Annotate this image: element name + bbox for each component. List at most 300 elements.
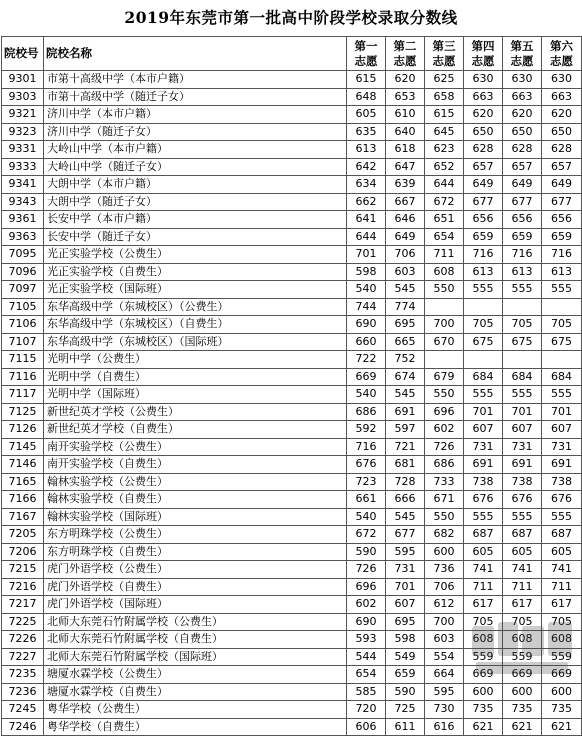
score-choice-5: 555 — [503, 508, 542, 526]
school-name: 新世纪英才学校（公费生） — [44, 403, 347, 421]
school-code: 7225 — [2, 613, 44, 631]
score-choice-4: 656 — [464, 211, 503, 229]
school-name: 大朗中学（随迁子女） — [44, 193, 347, 211]
score-choice-2: 545 — [386, 508, 425, 526]
score-choice-2: 674 — [386, 368, 425, 386]
header-choice-5: 第五 志愿 — [503, 37, 542, 71]
table-row — [2, 193, 582, 211]
score-choice-4: 559 — [464, 648, 503, 666]
score-choice-3: 686 — [425, 456, 464, 474]
score-choice-4: 555 — [464, 508, 503, 526]
score-choice-6: 656 — [542, 211, 582, 229]
score-choice-4: 555 — [464, 386, 503, 404]
score-choice-6: 705 — [542, 613, 582, 631]
score-choice-3: 625 — [425, 71, 464, 89]
score-choice-5: 687 — [503, 526, 542, 544]
score-choice-6: 663 — [542, 88, 582, 106]
school-name: 光正实验学校（公费生） — [44, 246, 347, 264]
score-choice-3: 616 — [425, 718, 464, 736]
score-choice-6: 675 — [542, 333, 582, 351]
score-choice-6: 738 — [542, 473, 582, 491]
school-name: 翰林实验学校（公费生） — [44, 473, 347, 491]
table-row — [2, 386, 582, 404]
score-choice-3: 706 — [425, 578, 464, 596]
score-choice-5: 675 — [503, 333, 542, 351]
score-choice-6: 676 — [542, 491, 582, 509]
score-choice-5: 684 — [503, 368, 542, 386]
score-choice-4: 657 — [464, 158, 503, 176]
score-choice-5: 630 — [503, 71, 542, 89]
score-choice-3: 700 — [425, 613, 464, 631]
score-choice-5: 735 — [503, 701, 542, 719]
school-name: 长安中学（随迁子女） — [44, 228, 347, 246]
score-choice-4: 705 — [464, 613, 503, 631]
score-choice-2: 667 — [386, 193, 425, 211]
score-choice-2: 603 — [386, 263, 425, 281]
school-code: 9361 — [2, 211, 44, 229]
school-code: 7205 — [2, 526, 44, 544]
score-choice-1: 642 — [347, 158, 386, 176]
score-choice-3: 670 — [425, 333, 464, 351]
school-name: 东华高级中学（东城校区）（自费生） — [44, 316, 347, 334]
score-choice-1: 648 — [347, 88, 386, 106]
school-name: 大岭山中学（随迁子女） — [44, 158, 347, 176]
score-choice-4: 711 — [464, 578, 503, 596]
header-name: 院校名称 — [44, 37, 347, 71]
score-choice-6: 628 — [542, 141, 582, 159]
score-choice-5: 628 — [503, 141, 542, 159]
school-code: 7145 — [2, 438, 44, 456]
school-code: 7236 — [2, 683, 44, 701]
score-choice-3: 644 — [425, 176, 464, 194]
school-code: 7165 — [2, 473, 44, 491]
score-choice-5: 621 — [503, 718, 542, 736]
score-choice-3: 711 — [425, 246, 464, 264]
school-name: 东华高级中学（东城校区）（公费生） — [44, 298, 347, 316]
score-choice-6: 613 — [542, 263, 582, 281]
table-row — [2, 403, 582, 421]
score-choice-6: 630 — [542, 71, 582, 89]
score-choice-3: 623 — [425, 141, 464, 159]
score-choice-1: 723 — [347, 473, 386, 491]
score-choice-4: 684 — [464, 368, 503, 386]
score-choice-6: 731 — [542, 438, 582, 456]
score-choice-6: 607 — [542, 421, 582, 439]
score-choice-2: 653 — [386, 88, 425, 106]
school-code: 7167 — [2, 508, 44, 526]
score-choice-5: 711 — [503, 578, 542, 596]
score-choice-1: 669 — [347, 368, 386, 386]
score-choice-1: 654 — [347, 666, 386, 684]
table-row — [2, 648, 582, 666]
score-choice-4: 621 — [464, 718, 503, 736]
score-choice-4: 620 — [464, 106, 503, 124]
score-choice-4: 617 — [464, 596, 503, 614]
score-choice-3: 652 — [425, 158, 464, 176]
header-code: 院校号 — [2, 37, 44, 71]
score-choice-5: 741 — [503, 561, 542, 579]
score-choice-2: 618 — [386, 141, 425, 159]
table-row — [2, 561, 582, 579]
score-choice-4: 675 — [464, 333, 503, 351]
score-choice-5: 608 — [503, 631, 542, 649]
table-row — [2, 141, 582, 159]
score-choice-1: 634 — [347, 176, 386, 194]
school-name: 光正实验学校（自费生） — [44, 263, 347, 281]
score-choice-6: 621 — [542, 718, 582, 736]
school-name: 翰林实验学校（自费生） — [44, 491, 347, 509]
score-choice-2: 691 — [386, 403, 425, 421]
score-choice-1: 598 — [347, 263, 386, 281]
score-choice-1: 590 — [347, 543, 386, 561]
table-row — [2, 106, 582, 124]
score-choice-4: 600 — [464, 683, 503, 701]
score-choice-6: 555 — [542, 508, 582, 526]
school-code: 9301 — [2, 71, 44, 89]
score-choice-1: 744 — [347, 298, 386, 316]
score-choice-3: 679 — [425, 368, 464, 386]
score-choice-6: 691 — [542, 456, 582, 474]
score-choice-2: 545 — [386, 281, 425, 299]
score-choice-5: 620 — [503, 106, 542, 124]
school-name: 大岭山中学（本市户籍） — [44, 141, 347, 159]
score-choice-2: 646 — [386, 211, 425, 229]
score-choice-3: 700 — [425, 316, 464, 334]
score-choice-6: 605 — [542, 543, 582, 561]
score-choice-1: 544 — [347, 648, 386, 666]
score-choice-5: 605 — [503, 543, 542, 561]
score-choice-3: 672 — [425, 193, 464, 211]
score-choice-2: 774 — [386, 298, 425, 316]
school-code: 9303 — [2, 88, 44, 106]
score-choice-5: 701 — [503, 403, 542, 421]
table-row — [2, 526, 582, 544]
school-name: 虎门外语学校（公费生） — [44, 561, 347, 579]
table-row — [2, 613, 582, 631]
score-choice-2: 649 — [386, 228, 425, 246]
score-choice-2: 725 — [386, 701, 425, 719]
score-choice-6: 705 — [542, 316, 582, 334]
score-choice-6: 559 — [542, 648, 582, 666]
school-name: 北师大东莞石竹附属学校（公费生） — [44, 613, 347, 631]
score-choice-6: 711 — [542, 578, 582, 596]
header-choice-4: 第四 志愿 — [464, 37, 503, 71]
score-choice-2: 611 — [386, 718, 425, 736]
score-choice-2: 590 — [386, 683, 425, 701]
school-name: 光正实验学校（国际班） — [44, 281, 347, 299]
header-choice-2: 第二 志愿 — [386, 37, 425, 71]
score-choice-4: 607 — [464, 421, 503, 439]
score-choice-2: 659 — [386, 666, 425, 684]
score-choice-1: 672 — [347, 526, 386, 544]
table-row — [2, 71, 582, 89]
score-choice-6: 659 — [542, 228, 582, 246]
score-choice-3: 600 — [425, 543, 464, 561]
score-choice-4: 555 — [464, 281, 503, 299]
score-choice-6: 669 — [542, 666, 582, 684]
school-name: 虎门外语学校（自费生） — [44, 578, 347, 596]
page-title: 2019年东莞市第一批高中阶段学校录取分数线 — [124, 8, 458, 27]
score-choice-6: 701 — [542, 403, 582, 421]
table-row — [2, 298, 582, 316]
school-code: 7115 — [2, 351, 44, 369]
score-choice-6: 716 — [542, 246, 582, 264]
table-body — [2, 71, 582, 736]
score-choice-5 — [503, 298, 542, 316]
score-choice-3 — [425, 351, 464, 369]
score-choice-6: 600 — [542, 683, 582, 701]
score-choice-3: 603 — [425, 631, 464, 649]
score-choice-1: 615 — [347, 71, 386, 89]
score-choice-3: 736 — [425, 561, 464, 579]
school-name: 北师大东莞石竹附属学校（国际班） — [44, 648, 347, 666]
score-choice-1: 662 — [347, 193, 386, 211]
table-row — [2, 421, 582, 439]
score-choice-5: 705 — [503, 316, 542, 334]
score-choice-4: 676 — [464, 491, 503, 509]
school-name: 济川中学（本市户籍） — [44, 106, 347, 124]
table-row — [2, 246, 582, 264]
table-row — [2, 438, 582, 456]
score-choice-2: 640 — [386, 123, 425, 141]
table-row — [2, 631, 582, 649]
score-choice-1: 540 — [347, 508, 386, 526]
score-choice-2: 647 — [386, 158, 425, 176]
score-choice-2: 677 — [386, 526, 425, 544]
score-choice-4: 735 — [464, 701, 503, 719]
score-choice-1: 540 — [347, 281, 386, 299]
score-choice-6: 735 — [542, 701, 582, 719]
score-choice-6: 650 — [542, 123, 582, 141]
school-code: 9341 — [2, 176, 44, 194]
score-choice-5: 559 — [503, 648, 542, 666]
score-choice-2: 695 — [386, 316, 425, 334]
score-choice-1: 676 — [347, 456, 386, 474]
score-choice-2: 595 — [386, 543, 425, 561]
school-code: 7146 — [2, 456, 44, 474]
score-choice-2: 752 — [386, 351, 425, 369]
score-choice-5 — [503, 351, 542, 369]
table-row — [2, 701, 582, 719]
score-choice-6: 617 — [542, 596, 582, 614]
table-row — [2, 473, 582, 491]
school-code: 9363 — [2, 228, 44, 246]
school-code: 7166 — [2, 491, 44, 509]
score-choice-1: 716 — [347, 438, 386, 456]
score-choice-5: 663 — [503, 88, 542, 106]
score-choice-6: 657 — [542, 158, 582, 176]
table-row — [2, 491, 582, 509]
school-name: 南开实验学校（公费生） — [44, 438, 347, 456]
school-code: 7117 — [2, 386, 44, 404]
score-choice-4: 659 — [464, 228, 503, 246]
score-choice-5: 691 — [503, 456, 542, 474]
table-row — [2, 211, 582, 229]
score-choice-5: 617 — [503, 596, 542, 614]
score-choice-4: 630 — [464, 71, 503, 89]
table-row — [2, 333, 582, 351]
score-choice-3: 602 — [425, 421, 464, 439]
school-name: 塘厦水霖学校（自费生） — [44, 683, 347, 701]
score-choice-6 — [542, 298, 582, 316]
score-choice-5: 555 — [503, 281, 542, 299]
score-choice-4: 741 — [464, 561, 503, 579]
score-choice-1: 690 — [347, 316, 386, 334]
school-name: 市第十高级中学（本市户籍） — [44, 71, 347, 89]
score-choice-1: 635 — [347, 123, 386, 141]
score-choice-3: 615 — [425, 106, 464, 124]
score-choice-6: 687 — [542, 526, 582, 544]
score-choice-1: 605 — [347, 106, 386, 124]
score-choice-5: 607 — [503, 421, 542, 439]
school-code: 7235 — [2, 666, 44, 684]
school-code: 7226 — [2, 631, 44, 649]
score-choice-4: 677 — [464, 193, 503, 211]
score-choice-6: 677 — [542, 193, 582, 211]
score-choice-2: 695 — [386, 613, 425, 631]
school-code: 9333 — [2, 158, 44, 176]
school-name: 东方明珠学校（公费生） — [44, 526, 347, 544]
score-choice-5: 716 — [503, 246, 542, 264]
score-table — [1, 36, 582, 736]
score-choice-1: 606 — [347, 718, 386, 736]
score-choice-1: 661 — [347, 491, 386, 509]
header-choice-3: 第三 志愿 — [425, 37, 464, 71]
score-choice-2: 607 — [386, 596, 425, 614]
score-choice-3: 733 — [425, 473, 464, 491]
score-choice-3: 550 — [425, 386, 464, 404]
score-choice-2: 666 — [386, 491, 425, 509]
score-choice-2: 549 — [386, 648, 425, 666]
score-choice-3: 554 — [425, 648, 464, 666]
score-choice-6: 608 — [542, 631, 582, 649]
school-code: 9343 — [2, 193, 44, 211]
school-name: 长安中学（本市户籍） — [44, 211, 347, 229]
school-code: 7217 — [2, 596, 44, 614]
table-row — [2, 263, 582, 281]
score-choice-5: 677 — [503, 193, 542, 211]
school-name: 北师大东莞石竹附属学校（自费生） — [44, 631, 347, 649]
score-choice-2: 721 — [386, 438, 425, 456]
table-row — [2, 596, 582, 614]
score-choice-3: 608 — [425, 263, 464, 281]
school-name: 济川中学（随迁子女） — [44, 123, 347, 141]
score-choice-2: 620 — [386, 71, 425, 89]
score-choice-4: 608 — [464, 631, 503, 649]
score-choice-5: 738 — [503, 473, 542, 491]
table-row — [2, 508, 582, 526]
score-choice-5: 669 — [503, 666, 542, 684]
score-choice-4: 669 — [464, 666, 503, 684]
score-choice-4: 613 — [464, 263, 503, 281]
table-row — [2, 176, 582, 194]
score-choice-2: 701 — [386, 578, 425, 596]
score-choice-4: 701 — [464, 403, 503, 421]
score-choice-6 — [542, 351, 582, 369]
score-choice-4: 731 — [464, 438, 503, 456]
score-choice-6: 741 — [542, 561, 582, 579]
score-choice-1: 602 — [347, 596, 386, 614]
score-choice-1: 722 — [347, 351, 386, 369]
table-row — [2, 456, 582, 474]
score-choice-3: 550 — [425, 281, 464, 299]
school-name: 大朗中学（本市户籍） — [44, 176, 347, 194]
score-choice-3: 664 — [425, 666, 464, 684]
score-choice-1: 644 — [347, 228, 386, 246]
score-choice-5: 656 — [503, 211, 542, 229]
score-choice-5: 676 — [503, 491, 542, 509]
score-choice-5: 555 — [503, 386, 542, 404]
table-row — [2, 88, 582, 106]
score-choice-3: 550 — [425, 508, 464, 526]
score-choice-3: 658 — [425, 88, 464, 106]
score-choice-3: 654 — [425, 228, 464, 246]
score-choice-1: 641 — [347, 211, 386, 229]
score-choice-4: 605 — [464, 543, 503, 561]
table-row — [2, 351, 582, 369]
header-choice-6: 第六 志愿 — [542, 37, 582, 71]
score-choice-6: 649 — [542, 176, 582, 194]
score-choice-5: 650 — [503, 123, 542, 141]
school-code: 7126 — [2, 421, 44, 439]
school-code: 7227 — [2, 648, 44, 666]
table-row — [2, 368, 582, 386]
school-code: 9331 — [2, 141, 44, 159]
school-code: 7246 — [2, 718, 44, 736]
school-name: 东华高级中学（东城校区）（国际班） — [44, 333, 347, 351]
score-choice-5: 659 — [503, 228, 542, 246]
table-row — [2, 543, 582, 561]
school-name: 东方明珠学校（自费生） — [44, 543, 347, 561]
score-choice-1: 686 — [347, 403, 386, 421]
score-choice-3: 726 — [425, 438, 464, 456]
school-code: 7215 — [2, 561, 44, 579]
school-code: 7106 — [2, 316, 44, 334]
table-row — [2, 578, 582, 596]
school-code: 7116 — [2, 368, 44, 386]
score-choice-1: 720 — [347, 701, 386, 719]
score-choice-3: 645 — [425, 123, 464, 141]
school-name: 粤华学校（公费生） — [44, 701, 347, 719]
score-choice-5: 705 — [503, 613, 542, 631]
school-name: 塘厦水霖学校（公费生） — [44, 666, 347, 684]
score-choice-4: 628 — [464, 141, 503, 159]
school-name: 翰林实验学校（国际班） — [44, 508, 347, 526]
table-row — [2, 228, 582, 246]
score-choice-1: 726 — [347, 561, 386, 579]
school-code: 7105 — [2, 298, 44, 316]
table-row — [2, 316, 582, 334]
score-choice-1: 660 — [347, 333, 386, 351]
score-choice-4: 663 — [464, 88, 503, 106]
header-row — [2, 37, 582, 71]
score-choice-4: 705 — [464, 316, 503, 334]
score-choice-3: 696 — [425, 403, 464, 421]
score-choice-4: 716 — [464, 246, 503, 264]
header-choice-1: 第一 志愿 — [347, 37, 386, 71]
score-choice-1: 592 — [347, 421, 386, 439]
score-choice-2: 706 — [386, 246, 425, 264]
school-code: 9323 — [2, 123, 44, 141]
school-code: 7125 — [2, 403, 44, 421]
school-name: 新世纪英才学校（自费生） — [44, 421, 347, 439]
school-name: 南开实验学校（自费生） — [44, 456, 347, 474]
score-choice-5: 657 — [503, 158, 542, 176]
score-choice-4 — [464, 298, 503, 316]
score-choice-4 — [464, 351, 503, 369]
school-code: 7095 — [2, 246, 44, 264]
school-code: 7245 — [2, 701, 44, 719]
